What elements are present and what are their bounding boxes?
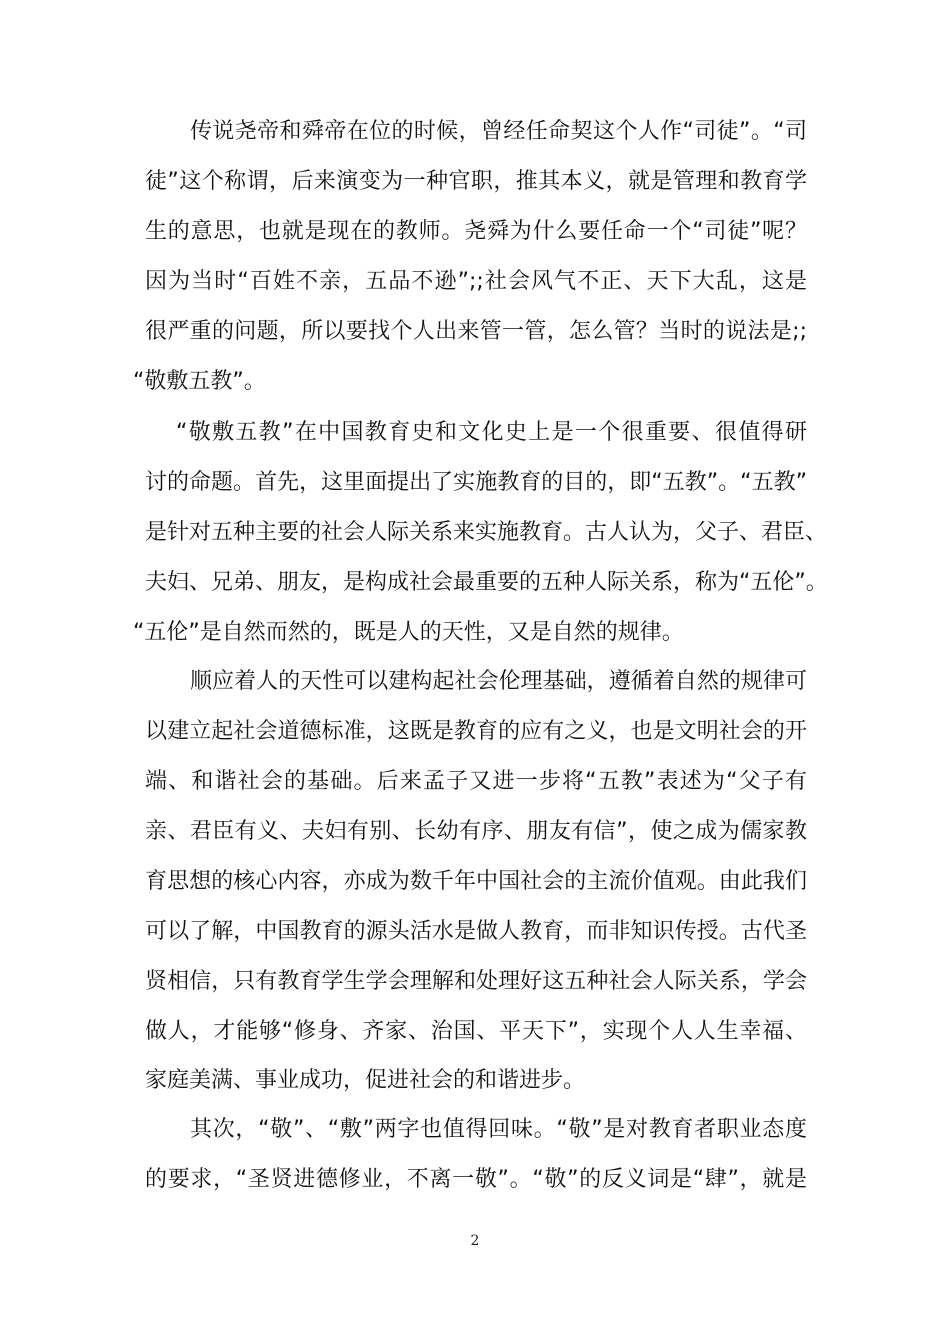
paragraph-4-line-2: 的要求，“圣贤进德修业，不离一敬”。“敬”的反义词是“肆”，就是 (145, 1167, 807, 1192)
page-number: 2 (470, 1233, 480, 1249)
paragraph-3-line-2: 以建立起社会道德标准，这既是教育的应有之义，也是文明社会的开 (145, 719, 807, 744)
paragraph-2-line-2: 讨的命题。首先，这里面提出了实施教育的目的，即“五教”。“五教” (145, 470, 807, 495)
paragraph-1-line-6: “敬敷五教”。 (133, 369, 266, 394)
paragraph-2-line-3: 是针对五种主要的社会人际关系来实施教育。古人认为，父子、君臣、 (145, 520, 828, 545)
paragraph-1-line-2: 徒”这个称谓，后来演变为一种官职，推其本义，就是管理和教育学 (145, 169, 807, 194)
paragraph-3-line-4: 亲、君臣有义、夫妇有别、长幼有序、朋友有信”，使之成为儒家教 (145, 819, 807, 844)
paragraph-2-line-1: “敬敷五教”在中国教育史和文化史上是一个很重要、很值得研 (176, 420, 807, 445)
paragraph-2-line-5: “五伦”是自然而然的，既是人的天性，又是自然的规律。 (133, 620, 684, 645)
paragraph-3-line-6: 可以了解，中国教育的源头活水是做人教育，而非知识传授。古代圣 (145, 919, 807, 944)
paragraph-3-line-1: 顺应着人的天性可以建构起社会伦理基础，遵循着自然的规律可 (190, 669, 807, 694)
paragraph-3-line-8: 做人，才能够“修身、齐家、治国、平天下”，实现个人人生幸福、 (145, 1019, 807, 1044)
paragraph-1-line-4: 因为当时“百姓不亲，五品不逊”;;社会风气不正、天下大乱，这是 (145, 269, 807, 294)
paragraph-3-line-3: 端、和谐社会的基础。后来孟子又进一步将“五教”表述为“父子有 (145, 769, 807, 794)
paragraph-1-line-1: 传说尧帝和舜帝在位的时候，曾经任命契这个人作“司徒”。“司 (190, 119, 807, 144)
paragraph-1-line-3: 生的意思，也就是现在的教师。尧舜为什么要任命一个“司徒”呢？ (145, 219, 807, 244)
paragraph-3-line-7: 贤相信，只有教育学生学会理解和处理好这五种社会人际关系，学会 (145, 969, 807, 994)
paragraph-1-line-5: 很严重的问题，所以要找个人出来管一管，怎么管？当时的说法是;; (145, 319, 807, 344)
paragraph-2-line-4: 夫妇、兄弟、朋友，是构成社会最重要的五种人际关系，称为“五伦”。 (145, 570, 828, 595)
paragraph-3-line-5: 育思想的核心内容，亦成为数千年中国社会的主流价值观。由此我们 (145, 869, 807, 894)
paragraph-4-line-1: 其次，“敬”、“敷”两字也值得回味。“敬”是对教育者职业态度 (190, 1117, 807, 1142)
paragraph-3-line-9: 家庭美满、事业成功，促进社会的和谐进步。 (145, 1068, 586, 1093)
